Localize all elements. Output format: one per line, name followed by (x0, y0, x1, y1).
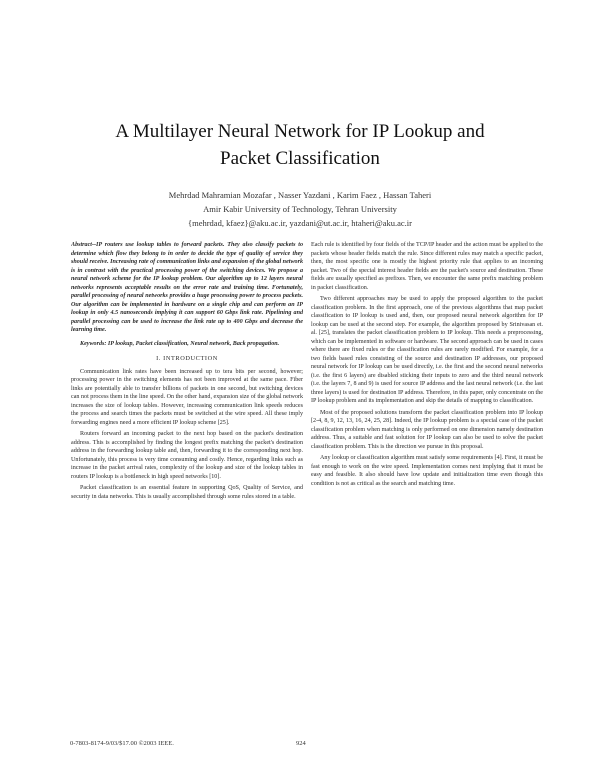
paragraph: Packet classification is an essential feature in supporting QoS, Quality of Service, and security in data networks. This is usually accomplished through some rules stored in a table. (71, 485, 303, 500)
title-line-2: Packet Classification (220, 148, 380, 169)
affiliation: Amir Kabir University of Technology, Tehran University (203, 204, 397, 214)
paper-title (60, 118, 540, 172)
paragraph: Each rule is identified by four fields of the TCP/IP header and the action must be applied to the packets whose header fields match the rule. Since different rules may match a specific packet, then, the most specific one is mostly the highest priority rule that applies to an incoming packet. Two of the special interest header fields are the packet's source and destination. These fields are usually specified as prefixes. Then, we encounter the same prefix matching problem in packet classification. (311, 242, 543, 291)
section-heading-introduction: I. INTRODUCTION (156, 355, 218, 362)
right-column (311, 241, 543, 712)
title-line-1: A Multilayer Neural Network for IP Lookup and (115, 121, 485, 142)
page-number: 924 (296, 740, 306, 747)
isbn-copyright: 0-7803-8174-9/03/$17.00 ©2003 IEEE. (70, 740, 174, 747)
paragraph: Routers forward an incoming packet to the next hop based on the packet's destination address. This is accomplished by finding the longest prefix matching the packet's destination address in the forwarding lookup table and, then, forwarding it to the corresponding next hop. Unfortunately, this process is very time consuming and costly. Hence, regarding links such as increase in the packet arrival rates, complexity of the lookup and size of the lookup tables in routers IP lookup is a bottleneck in high speed networks [10]. (71, 431, 303, 480)
paragraph: Two different approaches may be used to apply the proposed algorithm to the packet classification problem. In the first approach, one of the previous algorithms that map packet classification to IP lookup is used and, then, our proposed neural network algorithm for IP lookup can be used at the second step. For example, the algorithm proposed by Srinivasan et. al. [25], translates the packet classification problem to IP lookup. This needs a preprocessing, which can be implemented in software or hardware. The second approach can be used in cases where there are fixed rules or the classification rules are rarely modified. For example, for a two fields based rules consisting of the source and destination IP addresses, our proposed neural network for IP lookup can be used directly, i.e. the first and the second neural networks (i.e. the first 6 layers) are disabled sticking their inputs to zero and the third neural network (i.e. the layers 7, 8 and 9) is used for source IP address and the last neural network (i.e. the last three layers) is used for destination IP address. Therefore, in this paper, only concentrate on the IP lookup problem and its implementation and skip the details of mapping to classification. (311, 296, 543, 404)
left-column (71, 241, 303, 712)
abstract: Abstract--IP routers use lookup tables to forward packets. They also classify packets to determine which flow they belong to in order to decide the type of quality of service they should receive. Increasing rate of communication links and expansion of the global network is in contrast with the practical processing power of the switching devices. We propose a neural network scheme for the IP lookup problem. Our algorithm up to 12 layers neural networks represents acceptable results on the error rate and training time. Fortunately, parallel processing of neural networks provides a huge processing power to process packets. Our algorithm can be implemented in hardware on a single chip and can perform an IP lookup in only 4.5 nanoseconds implying it can support 60 Gbps link rate. Pipelining and parallel processing can be used to increase the link rate up to 400 Gbps and decrease the learning time. (71, 242, 303, 333)
paragraph: Most of the proposed solutions transform the packet classification problem into IP lookup [2-4, 8, 9, 12, 13, 16, 24, 25, 28]. Indeed, the IP lookup problem is a special case of the packet classification problem when matching is only performed on one dimension namely destination address. Thus, a suitable and fast solution for IP lookup can also be used to solve the packet classification problem. This is the direction we pursue in this proposal. (311, 409, 543, 450)
keywords: Keywords: IP lookup, Packet classification, Neural network, Back propagation. (80, 340, 280, 347)
author-emails: {mehrdad, kfaez}@aku.ac.ir, yazdani@ut.ac.ir, htaheri@aku.ac.ir (188, 218, 412, 228)
paragraph: Any lookup or classification algorithm must satisfy some requirements [4]. First, it must be fast enough to work on the wire speed. Implementation comes next implying that it must be easy and feasible. It also should have low update and initialization time even though this condition is not as critical as the search and matching time. (311, 455, 543, 487)
author-block (60, 188, 540, 230)
author-names: Mehrdad Mahramian Mozafar , Nasser Yazdani , Karim Faez , Hassan Taheri (168, 190, 432, 200)
paragraph: Communication link rates have been increased up to tera bits per second, however; processing power in the switching elements has not been improved at the same pace. Fiber links are potentially able to transfer billions of packets in one second, but switching devices can not process them in the line speed. On the other hand, expansion size of the global network increases the size of lookup tables. However, increasing communication link speeds reduces the process and search times the packets must be switched at the wire speed. All these imply forwarding engines need a more efficient IP lookup scheme [25]. (71, 368, 303, 426)
